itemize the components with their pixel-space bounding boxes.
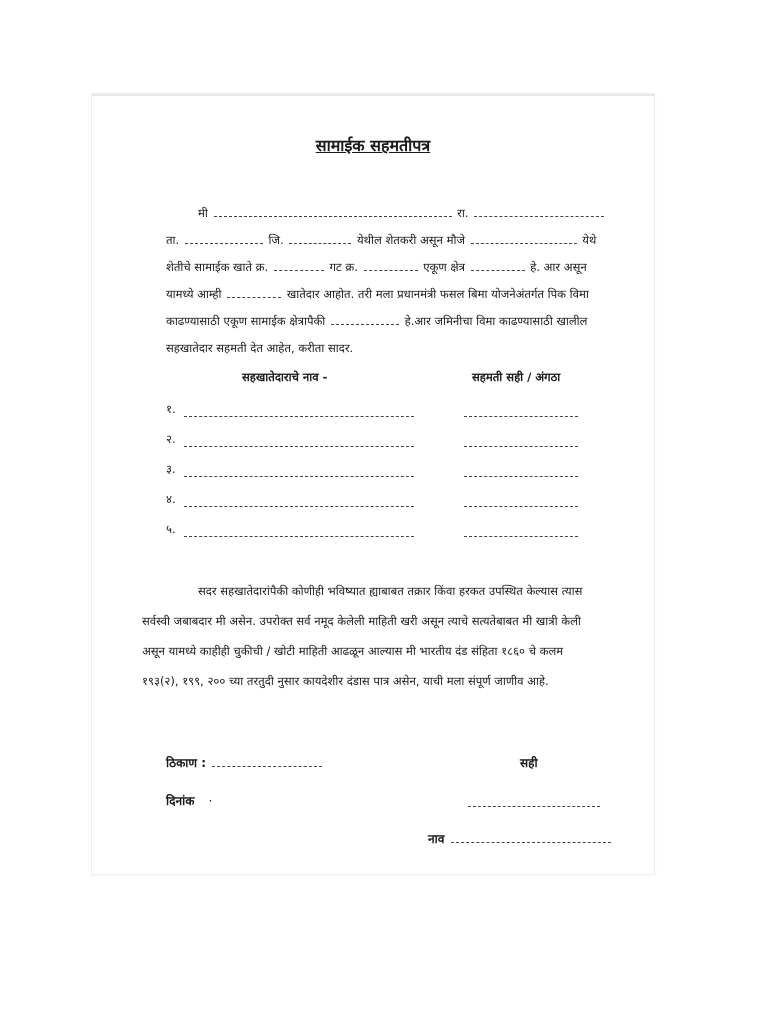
intro-line-1: मी रा. xyxy=(198,200,606,227)
holder-count-blank[interactable] xyxy=(227,296,281,298)
date-field: दिनांक · xyxy=(166,794,213,808)
place-field xyxy=(166,754,324,771)
intro-line-3: शेतीचे सामाईक खाते क्र. गट क्र. एकूण क्षेत्र हे. आर असून xyxy=(166,260,587,274)
co-holder-signature-blank[interactable] xyxy=(464,446,578,447)
intro-line-2: ता. जि. येथील शेतकरी असून मौजे येथे xyxy=(166,233,597,247)
residence-blank[interactable] xyxy=(474,215,604,217)
document-page: सामाईक सहमतीपत्र मी रा. ता. जि. येथील शेतकरी असून मौजे येथे शेतीचे सामाईक खाते क्र. गट क्र. एकूण क्षेत्र हे. आर असून यामध्ये आम्ही खातेदार आहोत. तरी मला प्रधानमंत्री फसल बिमा योजनेअंतर्गत पिक विमा काढण्यासाठी एकूण सामाईक क्षेत्रापैकी हे.आर जमिनीचा विमा काढण्यासाठी खालील सहखातेदार सहमती देत आहेत, करीता सादर. सहखातेदाराचे नाव - सहमती सही / अंगठा १. २. ३. ४. ५. सदर सहखातेदारांपैकी कोणीही भविष्यात ह्याबाबत तक्रार किंवा हरकत उपस्थित केल्यास त्यास सर्वस्वी जबाबदार मी असेन. उपरोक्त सर्व नमूद केलेली माहिती खरी असून त्याचे सत्यतेबाबत मी खात्री केली असून यामध्ये काहीही चुकीची / खोटी माहिती आढळून आल्यास मी भारतीय दंड संहिता १८६० चे कलम १९३(२), १९९, २०० च्या तरतुदी नुसार कायदेशीर दंडास पात्र असेन, याची मला संपूर्ण जाणीव आहे. ठिकाण : सही दिनांक · नाव xyxy=(92,94,654,874)
intro-line-5: काढण्यासाठी एकूण सामाईक क्षेत्रापैकी हे.आर जमिनीचा विमा काढण्यासाठी खालील xyxy=(166,314,588,328)
co-holder-signature-blank[interactable] xyxy=(464,536,578,537)
co-holder-name-blank[interactable] xyxy=(184,416,414,417)
signer-name-blank[interactable] xyxy=(451,841,611,843)
place-label: ठिकाण : xyxy=(166,756,207,770)
insured-area-blank[interactable] xyxy=(331,323,399,325)
signature-label: सही xyxy=(520,756,538,770)
declaration-line-3: असून यामध्ये काहीही चुकीची / खोटी माहिती आढळून आल्यास मी भारतीय दंड संहिता १८६० चे कलम xyxy=(142,644,564,658)
co-holder-name-blank[interactable] xyxy=(184,476,414,477)
co-holder-signature-blank[interactable] xyxy=(464,416,578,417)
total-area-blank[interactable] xyxy=(471,269,525,271)
co-holder-name-blank[interactable] xyxy=(184,446,414,447)
name-blank[interactable] xyxy=(214,215,452,217)
signature-blank[interactable] xyxy=(468,806,600,807)
district-blank[interactable] xyxy=(289,242,351,244)
column-header-name: सहखातेदाराचे नाव - xyxy=(242,370,328,384)
taluka-blank[interactable] xyxy=(185,242,263,244)
declaration-line-2: सर्वस्वी जबाबदार मी असेन. उपरोक्त सर्व नमूद केलेली माहिती खरी असून त्याचे सत्यतेबाबत मी खात्री केली xyxy=(142,614,581,628)
co-holder-signature-blank[interactable] xyxy=(464,506,578,507)
intro-line-4: यामध्ये आम्ही खातेदार आहोत. तरी मला प्रधानमंत्री फसल बिमा योजनेअंतर्गत पिक विमा xyxy=(166,287,589,301)
declaration-line-4: १९३(२), १९९, २०० च्या तरतुदी नुसार कायदेशीर दंडास पात्र असेन, याची मला संपूर्ण जाणीव आहे. xyxy=(142,674,549,688)
account-number-blank[interactable] xyxy=(274,269,324,271)
declaration-line-1: सदर सहखातेदारांपैकी कोणीही भविष्यात ह्याबाबत तक्रार किंवा हरकत उपस्थित केल्यास त्यास xyxy=(198,584,583,598)
co-holder-name-blank[interactable] xyxy=(184,506,414,507)
document-title: सामाईक सहमतीपत्र xyxy=(315,136,431,155)
date-label: दिनांक xyxy=(166,794,195,808)
village-blank[interactable] xyxy=(471,242,577,244)
intro-line-6: सहखातेदार सहमती देत आहेत, करीता सादर. xyxy=(166,341,354,355)
name-field xyxy=(428,830,613,847)
co-holder-signature-blank[interactable] xyxy=(464,476,578,477)
place-blank[interactable] xyxy=(212,765,322,767)
co-holder-name-blank[interactable] xyxy=(184,536,414,537)
column-header-signature: सहमती सही / अंगठा xyxy=(472,370,561,384)
survey-number-blank[interactable] xyxy=(364,269,418,271)
name-label: नाव xyxy=(428,832,445,846)
